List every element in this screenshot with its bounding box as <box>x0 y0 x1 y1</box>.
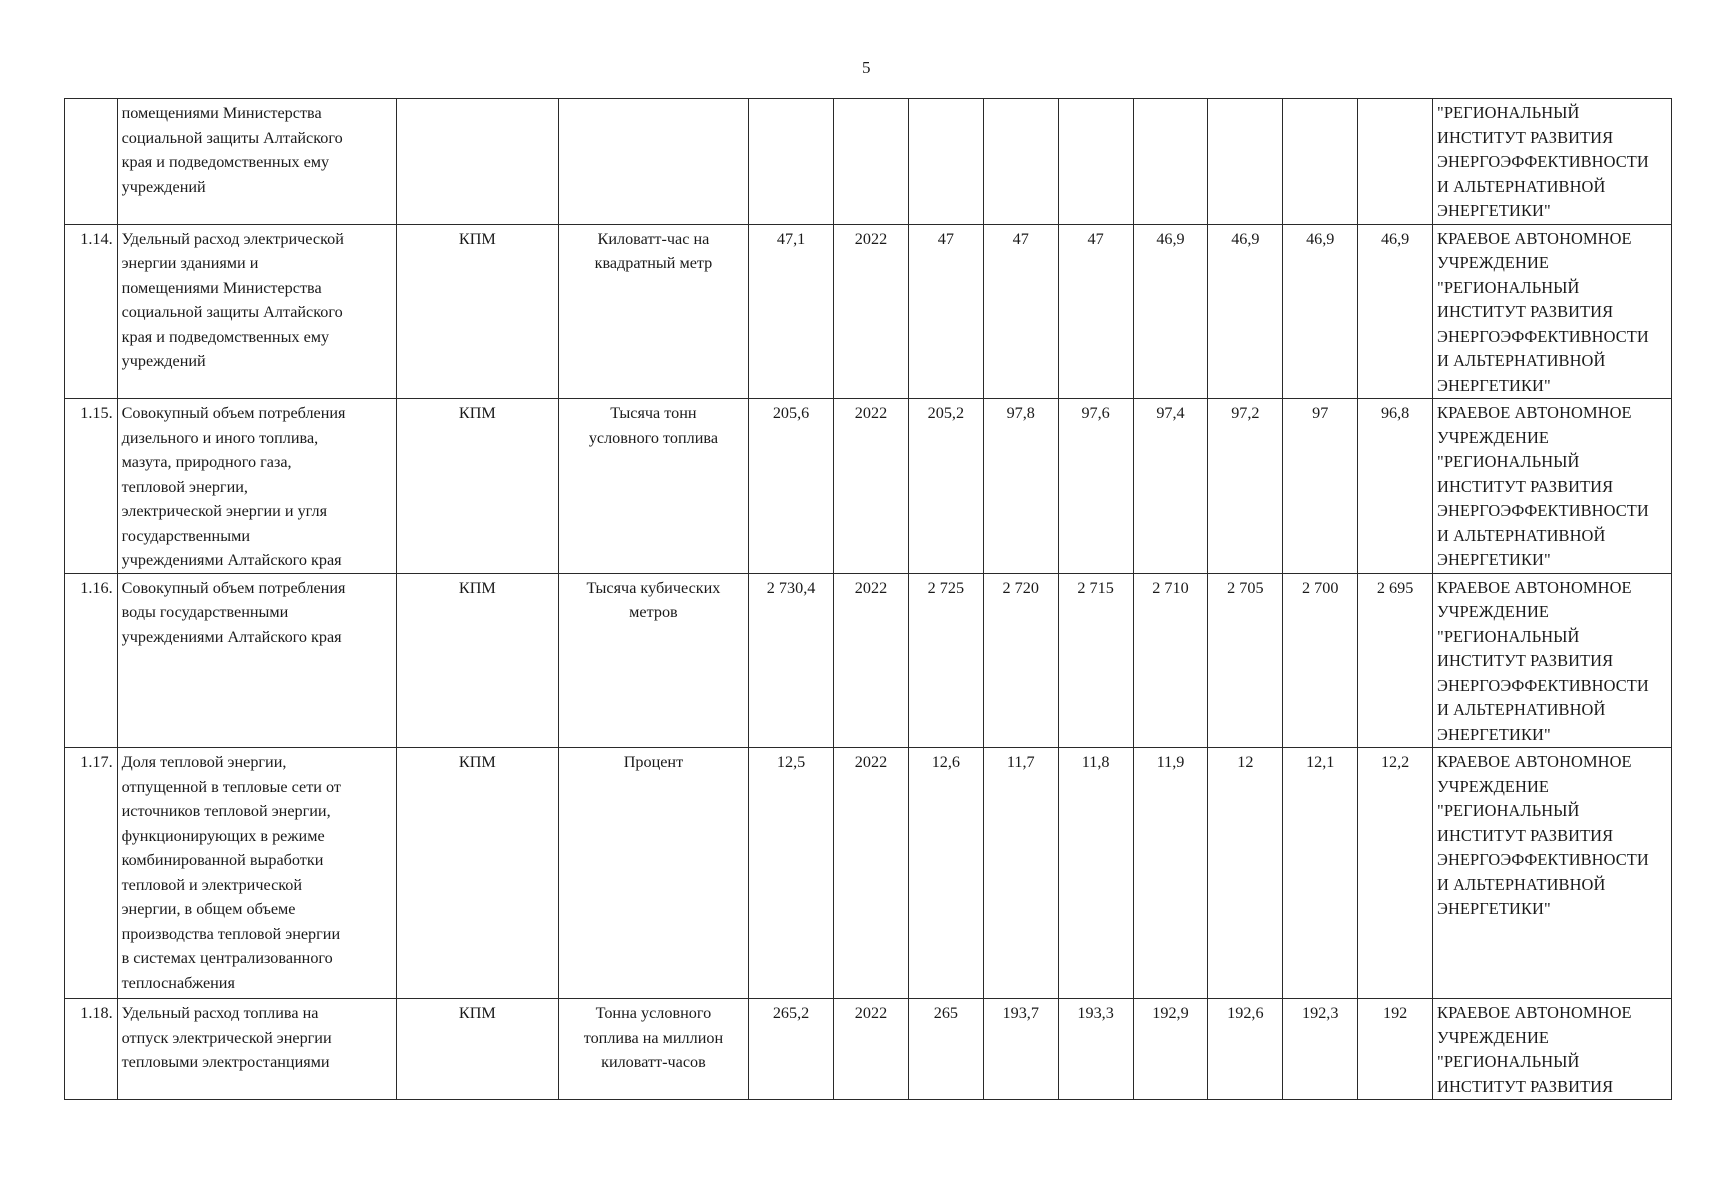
target-value: 46,9 <box>1133 224 1208 399</box>
target-value: 12,1 <box>1283 748 1358 999</box>
target-value: 47 <box>983 224 1058 399</box>
indicator-name: Совокупный объем потребления воды государственными учреждениями Алтайского края <box>117 573 396 748</box>
target-value: 12 <box>1208 748 1283 999</box>
indicator-name: Удельный расход топлива на отпуск электрической энергии тепловыми электростанциями <box>117 999 396 1100</box>
base-value: 47,1 <box>749 224 834 399</box>
unit-of-measure <box>558 99 748 225</box>
target-value: 97 <box>1283 399 1358 574</box>
target-value: 96,8 <box>1358 399 1433 574</box>
responsible-executor: КРАЕВОЕ АВТОНОМНОЕ УЧРЕЖДЕНИЕ "РЕГИОНАЛЬНЫЙ ИНСТИТУТ РАЗВИТИЯ ЭНЕРГОЭФФЕКТИВНОСТИ И АЛЬТЕРНАТИВНОЙ ЭНЕРГЕТИКИ" <box>1433 224 1672 399</box>
indicator-type: КПМ <box>396 224 558 399</box>
row-number: 1.16. <box>65 573 118 748</box>
base-year: 2022 <box>834 999 909 1100</box>
row-number: 1.17. <box>65 748 118 999</box>
table-row <box>65 224 1672 399</box>
target-value <box>1058 99 1133 225</box>
target-value: 265 <box>908 999 983 1100</box>
target-value: 46,9 <box>1208 224 1283 399</box>
target-value: 205,2 <box>908 399 983 574</box>
target-value <box>1133 99 1208 225</box>
target-value: 2 695 <box>1358 573 1433 748</box>
indicator-type <box>396 99 558 225</box>
base-value <box>749 99 834 225</box>
target-value: 97,2 <box>1208 399 1283 574</box>
target-value: 97,4 <box>1133 399 1208 574</box>
base-year: 2022 <box>834 224 909 399</box>
target-value <box>1208 99 1283 225</box>
responsible-executor: КРАЕВОЕ АВТОНОМНОЕ УЧРЕЖДЕНИЕ "РЕГИОНАЛЬНЫЙ ИНСТИТУТ РАЗВИТИЯ ЭНЕРГОЭФФЕКТИВНОСТИ И АЛЬТЕРНАТИВНОЙ ЭНЕРГЕТИКИ" <box>1433 399 1672 574</box>
base-year: 2022 <box>834 399 909 574</box>
target-value <box>983 99 1058 225</box>
base-value: 265,2 <box>749 999 834 1100</box>
table-row <box>65 999 1672 1100</box>
base-year: 2022 <box>834 573 909 748</box>
responsible-executor: "РЕГИОНАЛЬНЫЙ ИНСТИТУТ РАЗВИТИЯ ЭНЕРГОЭФФЕКТИВНОСТИ И АЛЬТЕРНАТИВНОЙ ЭНЕРГЕТИКИ" <box>1433 99 1672 225</box>
row-number: 1.14. <box>65 224 118 399</box>
table-row <box>65 99 1672 225</box>
target-value: 12,2 <box>1358 748 1433 999</box>
indicator-name: Доля тепловой энергии, отпущенной в тепловые сети от источников тепловой энергии, функционирующих в режиме комбинированной выработки тепловой и электрической энергии, в общем объеме производства тепловой энергии в системах централизованного теплоснабжения <box>117 748 396 999</box>
target-value <box>908 99 983 225</box>
target-value: 46,9 <box>1358 224 1433 399</box>
indicator-type: КПМ <box>396 399 558 574</box>
target-value: 97,8 <box>983 399 1058 574</box>
row-number: 1.15. <box>65 399 118 574</box>
indicator-type: КПМ <box>396 748 558 999</box>
base-year <box>834 99 909 225</box>
unit-of-measure: Тонна условного топлива на миллион киловатт-часов <box>558 999 748 1100</box>
base-year: 2022 <box>834 748 909 999</box>
target-value: 2 725 <box>908 573 983 748</box>
base-value: 2 730,4 <box>749 573 834 748</box>
target-value: 193,7 <box>983 999 1058 1100</box>
table-row <box>65 748 1672 999</box>
unit-of-measure: Киловатт-час на квадратный метр <box>558 224 748 399</box>
target-value: 2 720 <box>983 573 1058 748</box>
indicator-name: помещениями Министерства социальной защиты Алтайского края и подведомственных ему учреждений <box>117 99 396 225</box>
target-value: 192,3 <box>1283 999 1358 1100</box>
responsible-executor: КРАЕВОЕ АВТОНОМНОЕ УЧРЕЖДЕНИЕ "РЕГИОНАЛЬНЫЙ ИНСТИТУТ РАЗВИТИЯ ЭНЕРГОЭФФЕКТИВНОСТИ И АЛЬТЕРНАТИВНОЙ ЭНЕРГЕТИКИ" <box>1433 573 1672 748</box>
target-value: 192 <box>1358 999 1433 1100</box>
target-value: 2 705 <box>1208 573 1283 748</box>
row-number <box>65 99 118 225</box>
base-value: 12,5 <box>749 748 834 999</box>
target-value: 193,3 <box>1058 999 1133 1100</box>
row-number: 1.18. <box>65 999 118 1100</box>
target-value: 47 <box>908 224 983 399</box>
target-value: 192,9 <box>1133 999 1208 1100</box>
unit-of-measure: Процент <box>558 748 748 999</box>
indicator-type: КПМ <box>396 573 558 748</box>
indicator-type: КПМ <box>396 999 558 1100</box>
target-value: 2 715 <box>1058 573 1133 748</box>
unit-of-measure: Тысяча тонн условного топлива <box>558 399 748 574</box>
page-number: 5 <box>862 58 871 77</box>
base-value: 205,6 <box>749 399 834 574</box>
table-row <box>65 399 1672 574</box>
target-value: 11,8 <box>1058 748 1133 999</box>
target-value: 192,6 <box>1208 999 1283 1100</box>
indicator-name: Удельный расход электрической энергии зданиями и помещениями Министерства социальной защиты Алтайского края и подведомственных ему учреждений <box>117 224 396 399</box>
table-row <box>65 573 1672 748</box>
unit-of-measure: Тысяча кубических метров <box>558 573 748 748</box>
target-value <box>1358 99 1433 225</box>
target-value: 11,9 <box>1133 748 1208 999</box>
target-value: 2 710 <box>1133 573 1208 748</box>
target-value: 2 700 <box>1283 573 1358 748</box>
indicators-table <box>64 98 1672 1100</box>
target-value <box>1283 99 1358 225</box>
target-value: 12,6 <box>908 748 983 999</box>
indicator-name: Совокупный объем потребления дизельного и иного топлива, мазута, природного газа, тепловой энергии, электрической энергии и угля государственными учреждениями Алтайского края <box>117 399 396 574</box>
responsible-executor: КРАЕВОЕ АВТОНОМНОЕ УЧРЕЖДЕНИЕ "РЕГИОНАЛЬНЫЙ ИНСТИТУТ РАЗВИТИЯ <box>1433 999 1672 1100</box>
responsible-executor: КРАЕВОЕ АВТОНОМНОЕ УЧРЕЖДЕНИЕ "РЕГИОНАЛЬНЫЙ ИНСТИТУТ РАЗВИТИЯ ЭНЕРГОЭФФЕКТИВНОСТИ И АЛЬТЕРНАТИВНОЙ ЭНЕРГЕТИКИ" <box>1433 748 1672 999</box>
target-value: 46,9 <box>1283 224 1358 399</box>
target-value: 97,6 <box>1058 399 1133 574</box>
target-value: 11,7 <box>983 748 1058 999</box>
target-value: 47 <box>1058 224 1133 399</box>
